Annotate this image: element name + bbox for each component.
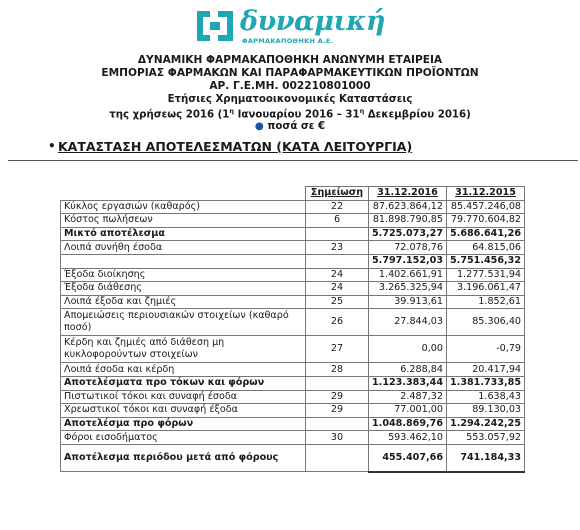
row-label: Απομειώσεις περιουσιακών στοιχείων (καθαρό ποσό) xyxy=(61,309,306,336)
row-note: 6 xyxy=(306,214,369,228)
period-part-a: της χρήσεως 2016 (1 xyxy=(109,109,230,121)
table-row xyxy=(61,431,525,445)
row-value-2016: 2.487,32 xyxy=(369,390,447,404)
company-activity: ΕΜΠΟΡΙΑΣ ΦΑΡΜΑΚΩΝ ΚΑΙ ΠΑΡΑΦΑΡΜΑΚΕΥΤΙΚΩΝ ΠΡΟΪΟΝΤΩΝ xyxy=(101,67,479,79)
row-value-2016: 72.078,76 xyxy=(369,241,447,255)
row-label: Αποτελέσματα προ τόκων και φόρων xyxy=(61,376,306,390)
row-note: 30 xyxy=(306,431,369,445)
row-note: 28 xyxy=(306,363,369,377)
row-note: 22 xyxy=(306,200,369,214)
row-value-2015: 1.852,61 xyxy=(447,295,525,309)
report-title: Ετήσιες Χρηματοοικονομικές Καταστάσεις xyxy=(167,94,413,105)
divider xyxy=(8,160,578,161)
row-value-2015: 85.457.246,08 xyxy=(447,200,525,214)
table-row xyxy=(61,254,525,268)
row-value-2016: 593.462,10 xyxy=(369,431,447,445)
table-row xyxy=(61,200,525,214)
row-note: 26 xyxy=(306,309,369,336)
row-value-2015: 553.057,92 xyxy=(447,431,525,445)
table-row xyxy=(61,241,525,255)
table-row xyxy=(61,282,525,296)
table-row xyxy=(61,390,525,404)
row-note xyxy=(306,376,369,390)
row-note: 24 xyxy=(306,268,369,282)
table-row xyxy=(61,214,525,228)
row-label: Κέρδη και ζημιές από διάθεση μη κυκλοφορούντων στοιχείων xyxy=(61,336,306,363)
row-value-2016: 455.407,66 xyxy=(369,444,447,472)
currency-label: ποσά σε € xyxy=(267,121,326,132)
row-value-2016: 1.048.869,76 xyxy=(369,417,447,431)
row-value-2016: 81.898.790,85 xyxy=(369,214,447,228)
row-label: Έξοδα διάθεσης xyxy=(61,282,306,296)
registry-number: ΑΡ. Γ.Ε.ΜΗ. 002210801000 xyxy=(209,80,371,92)
row-label xyxy=(61,254,306,268)
row-note xyxy=(306,227,369,241)
company-logo xyxy=(196,6,386,46)
row-note: 24 xyxy=(306,282,369,296)
row-label: Πιστωτικοί τόκοι και συναφή έσοδα xyxy=(61,390,306,404)
row-value-2016: 1.402.661,91 xyxy=(369,268,447,282)
row-label: Αποτέλεσμα περιόδου μετά από φόρους xyxy=(61,444,306,472)
row-value-2015: 20.417,94 xyxy=(447,363,525,377)
company-name: ΔΥΝΑΜΙΚΗ ΦΑΡΜΑΚΑΠΟΘΗΚΗ ΑΝΩΝΥΜΗ ΕΤΑΙΡΕΙΑ xyxy=(137,54,443,66)
table-row xyxy=(61,336,525,363)
col-header-note: Σημείωση xyxy=(306,187,369,201)
row-value-2016: 6.288,84 xyxy=(369,363,447,377)
row-value-2016: 0,00 xyxy=(369,336,447,363)
row-value-2016: 87.623.864,12 xyxy=(369,200,447,214)
row-note: 25 xyxy=(306,295,369,309)
logo-name: δυναμική xyxy=(240,6,385,37)
row-note xyxy=(306,417,369,431)
section-bullet-icon: • xyxy=(48,139,56,153)
period-sup-1: η xyxy=(229,107,235,115)
table-row xyxy=(61,227,525,241)
row-label: Λοιπά έξοδα και ζημιές xyxy=(61,295,306,309)
row-label: Λοιπά έσοδα και κέρδη xyxy=(61,363,306,377)
row-value-2015: 5.751.456,32 xyxy=(447,254,525,268)
income-statement-table xyxy=(60,186,525,473)
row-value-2015: 1.277.531,94 xyxy=(447,268,525,282)
period-part-b: Ιανουαρίου 2016 – 31 xyxy=(234,109,360,121)
table-row xyxy=(61,404,525,418)
row-label: Χρεωστικοί τόκοι και συναφή έξοδα xyxy=(61,404,306,418)
table-row xyxy=(61,444,525,472)
row-value-2015: 89.130,03 xyxy=(447,404,525,418)
col-header-2015: 31.12.2015 xyxy=(447,187,525,201)
row-value-2015: -0,79 xyxy=(447,336,525,363)
row-value-2015: 79.770.604,82 xyxy=(447,214,525,228)
row-value-2016: 1.123.383,44 xyxy=(369,376,447,390)
row-value-2015: 3.196.061,47 xyxy=(447,282,525,296)
row-label: Μικτό αποτέλεσμα xyxy=(61,227,306,241)
row-value-2015: 1.638,43 xyxy=(447,390,525,404)
row-value-2016: 27.844,03 xyxy=(369,309,447,336)
table-header-row xyxy=(61,187,525,201)
row-label: Κόστος πωλήσεων xyxy=(61,214,306,228)
col-header-2016: 31.12.2016 xyxy=(369,187,447,201)
section-title: ΚΑΤΑΣΤΑΣΗ ΑΠΟΤΕΛΕΣΜΑΤΩΝ (ΚΑΤΑ ΛΕΙΤΟΥΡΓΙΑ) xyxy=(58,139,413,154)
table-row xyxy=(61,363,525,377)
row-note: 23 xyxy=(306,241,369,255)
row-label: Φόροι εισοδήματος xyxy=(61,431,306,445)
row-value-2015: 64.815,06 xyxy=(447,241,525,255)
currency-note xyxy=(0,121,580,132)
row-value-2015: 85.306,40 xyxy=(447,309,525,336)
row-note xyxy=(306,444,369,472)
period-part-c: Δεκεμβρίου 2016) xyxy=(364,109,471,121)
row-note: 29 xyxy=(306,404,369,418)
row-value-2015: 741.184,33 xyxy=(447,444,525,472)
row-value-2015: 1.294.242,25 xyxy=(447,417,525,431)
row-label: Κύκλος εργασιών (καθαρός) xyxy=(61,200,306,214)
row-value-2016: 39.913,61 xyxy=(369,295,447,309)
table-row xyxy=(61,268,525,282)
row-label: Λοιπά συνήθη έσοδα xyxy=(61,241,306,255)
row-note: 29 xyxy=(306,390,369,404)
table-row xyxy=(61,309,525,336)
row-value-2016: 5.797.152,03 xyxy=(369,254,447,268)
row-note xyxy=(306,254,369,268)
row-label: Αποτελέσμα προ φόρων xyxy=(61,417,306,431)
table-row xyxy=(61,417,525,431)
row-value-2016: 3.265.325,94 xyxy=(369,282,447,296)
logo-tagline: ΦΑΡΜΑΚΑΠΟΘΗΚΗ Α.Ε. xyxy=(242,37,334,45)
row-value-2016: 77.001,00 xyxy=(369,404,447,418)
period-sup-2: η xyxy=(359,107,365,115)
report-period xyxy=(0,107,580,120)
row-value-2015: 5.686.641,26 xyxy=(447,227,525,241)
bullet-icon: ● xyxy=(254,121,264,132)
row-label: Έξοδα διοίκησης xyxy=(61,268,306,282)
logo-mark-icon xyxy=(196,10,236,42)
row-value-2016: 5.725.073,27 xyxy=(369,227,447,241)
row-note: 27 xyxy=(306,336,369,363)
table-row xyxy=(61,295,525,309)
col-header-label xyxy=(61,187,306,201)
row-value-2015: 1.381.733,85 xyxy=(447,376,525,390)
table-row xyxy=(61,376,525,390)
